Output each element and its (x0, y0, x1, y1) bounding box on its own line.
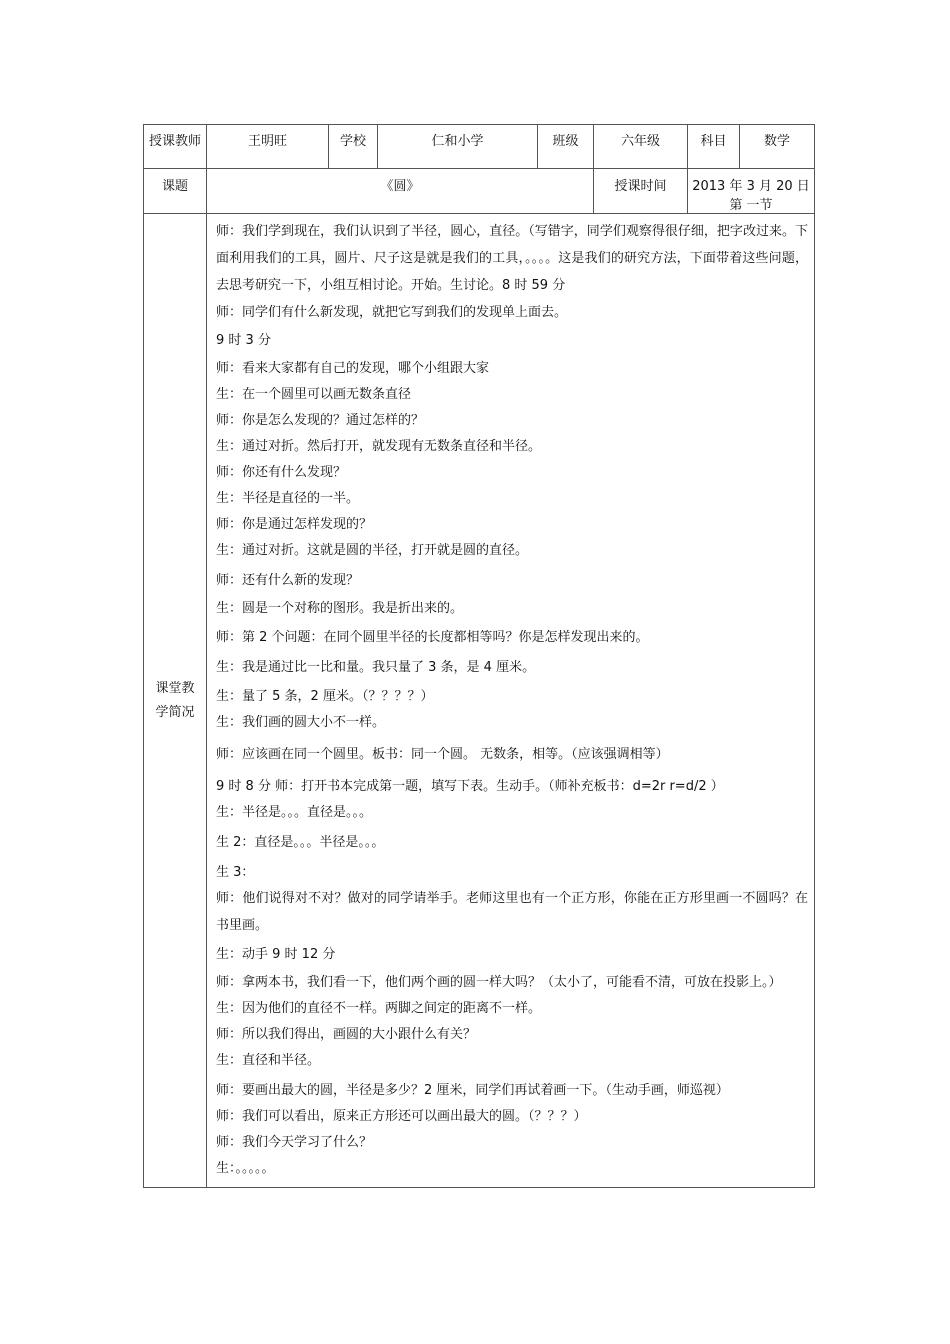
school-label: 学校 (329, 125, 378, 169)
summary-line: 生：量了 5 条，2 厘米。（？？？？） (216, 689, 434, 704)
time-label: 授课时间 (594, 169, 688, 214)
summary-line: 生：圆是一个对称的图形。我是折出来的。 (216, 601, 464, 616)
summary-line: 师：还有什么新的发现？ (216, 573, 360, 588)
topic-text: 《圆》 (380, 179, 420, 194)
summary-line: 生：半径是直径的一半。 (216, 491, 360, 506)
summary-line: 9 时 8 分 师：打开书本完成第一题，填写下表。生动手。（师补充板书：d=2r r=d/2 ） (216, 779, 724, 794)
summary-line: 生 2：直径是。。。半径是。。。 (216, 835, 385, 850)
summary-line: 师：我们学到现在，我们认识到了半径，圆心，直径。（写错字，同学们观察得很仔细，把字改过来。下面利用我们的工具，圆片、尺子这是就是我们的工具，。。。。这是我们的研究方法，下面带着这些问题，去思考研究一下，小组互相讨论。开始。生讨论。8 时 59 分 (216, 224, 808, 293)
class-value: 六年级 (594, 125, 688, 169)
topic-label: 课题 (144, 169, 207, 214)
summary-line: 师：第 2 个问题：在同个圆里半径的长度都相等吗？你是怎样发现出来的。 (216, 630, 649, 645)
teacher-label: 授课教师 (144, 125, 207, 169)
summary-line: 师：要画出最大的圆，半径是多少？2 厘米，同学们再试着画一下。（生动手画，师巡视） (216, 1083, 729, 1098)
lesson-record-sheet (143, 124, 814, 1188)
teacher-name: 王明旺 (207, 125, 329, 169)
lesson-record-table (143, 124, 815, 1188)
summary-line: 师：你还有什么发现？ (216, 465, 347, 480)
summary-line: 师：拿两本书，我们看一下，他们两个画的圆一样大吗？（太小了，可能看不清，可放在投影上。） (216, 975, 782, 990)
summary-line: 生：。。。。。 (216, 1161, 275, 1176)
summary-label (144, 214, 207, 1188)
class-label: 班级 (538, 125, 594, 169)
summary-lines (207, 214, 814, 1187)
summary-line: 9 时 3 分 (216, 333, 271, 348)
summary-line: 生：通过对折。然后打开，就发现有无数条直径和半径。 (216, 439, 542, 454)
summary-line: 生：半径是。。。直径是。。。 (216, 805, 373, 820)
time-value: 2013 年 3 月 20 日第 一节 (688, 169, 815, 214)
summary-line: 师：看来大家都有自己的发现，哪个小组跟大家 (216, 361, 490, 376)
summary-content (207, 214, 815, 1188)
summary-line: 师：所以我们得出，画圆的大小跟什么有关？ (216, 1027, 477, 1042)
subject-value: 数学 (740, 125, 815, 169)
summary-line: 生：通过对折。这就是圆的半径，打开就是圆的直径。 (216, 543, 529, 558)
summary-line: 师：我们可以看出，原来正方形还可以画出最大的圆。（？？？） (216, 1109, 587, 1124)
topic-value (207, 169, 594, 214)
summary-line: 生：在一个圆里可以画无数条直径 (216, 387, 412, 402)
header-row-1 (144, 125, 815, 169)
summary-line: 师：你是通过怎样发现的？ (216, 517, 373, 532)
school-name: 仁和小学 (378, 125, 538, 169)
summary-label-line-2: 学简况 (155, 704, 195, 720)
summary-line: 生 3： (216, 865, 255, 880)
header-row-2 (144, 169, 815, 214)
summary-line: 生：我是通过比一比和量。我只量了 3 条，是 4 厘米。 (216, 660, 536, 675)
summary-line: 师：应该画在同一个圆里。板书：同一个圆。 无数条，相等。（应该强调相等） (216, 747, 669, 762)
summary-line: 生：直径和半径。 (216, 1053, 321, 1068)
summary-line: 师：他们说得对不对？做对的同学请举手。老师这里也有一个正方形，你能在正方形里画一不圆吗？在书里画。 (216, 891, 808, 933)
summary-line: 师：我们今天学习了什么？ (216, 1135, 373, 1150)
summary-label-line-1: 课堂教 (155, 680, 195, 696)
summary-line: 生：我们画的圆大小不一样。 (216, 715, 386, 730)
summary-line: 生：动手 9 时 12 分 (216, 947, 336, 962)
subject-label: 科目 (688, 125, 740, 169)
summary-line: 师：同学们有什么新发现，就把它写到我们的发现单上面去。 (216, 305, 568, 320)
summary-row (144, 214, 815, 1188)
summary-line: 师：你是怎么发现的？通过怎样的？ (216, 413, 425, 428)
summary-line: 生：因为他们的直径不一样。两脚之间定的距离不一样。 (216, 1001, 542, 1016)
